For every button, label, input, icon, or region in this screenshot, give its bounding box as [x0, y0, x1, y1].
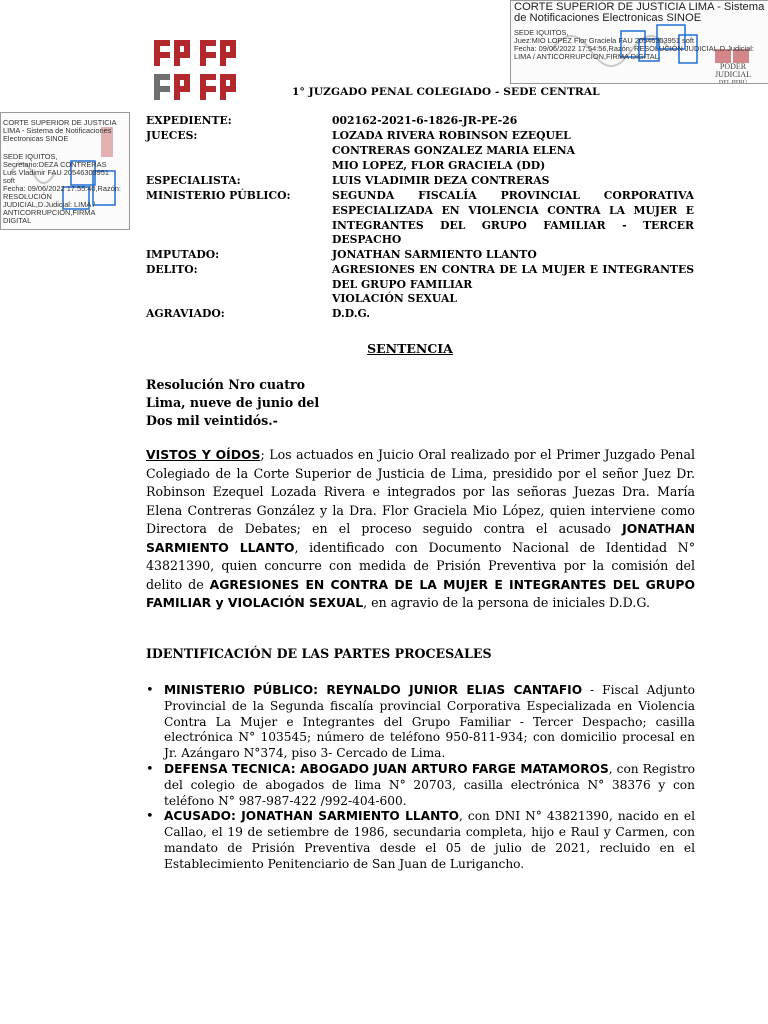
resolution-line: Resolución Nro cuatro: [146, 377, 306, 392]
field-value-especialista: LUIS VLADIMIR DEZA CONTRERAS: [332, 174, 550, 187]
resolution-line: Lima, nueve de junio del: [146, 395, 320, 410]
stamp-left-line: Electronicas SINOE: [3, 134, 69, 143]
bullet-icon: •: [146, 809, 154, 825]
brand-line-2: DEL PERÚ: [718, 80, 748, 84]
document-title: SENTENCIA: [367, 341, 453, 356]
list-item: [146, 683, 695, 762]
vistos-text: ; Los actuados en Juicio Oral realizado por el Primer Juzgado Penal Colegiado de la Corte Superior de Justicia de Lima, presidido por el señor Juez Dr. Robinson Ezequel Lozada Rivera e integrados por las señoras Juezas Dra. María Elena Contreras González y la Dra. Flor Graciela Mio López, quien interviene como Directora de Debates; en el proceso seguido contra el acusado: [146, 447, 695, 536]
stamp-right-brand: [703, 51, 763, 84]
field-label-expediente: EXPEDIENTE:: [146, 114, 232, 127]
crime-name: AGRESIONES EN CONTRA DE LA MUJER E INTEGRANTES DEL GRUPO FAMILIAR y VIOLACIÓN SEXUAL: [146, 576, 695, 610]
party-details: - Fiscal Adjunto Provincial de la Segunda fiscalía provincial Corporativa Especializada en Violencia Contra La Mujer e Integrantes del Grupo Familiar - Tercer Despacho; casilla electrónica N° 103545; número de teléfono 950-811-934; con domicilio procesal en Jr. Azángaro N°374, piso 3- Cercado de Lima.: [164, 683, 695, 761]
party-name: DEFENSA TECNICA: ABOGADO JUAN ARTURO FARGE MATAMOROS: [164, 761, 609, 776]
field-value-imputado: JONATHAN SARMIENTO LLANTO: [332, 248, 537, 261]
digital-signature-stamp-judge: [510, 0, 768, 84]
party-name: ACUSADO: JONATHAN SARMIENTO LLANTO: [164, 809, 459, 824]
stamp-right-line: Fecha: 09/06/2022 17:54:56,Razón: RESOLUCIÓN JUDICIAL,D.Judicial:: [514, 44, 754, 53]
field-value-ministerio-publico: SEGUNDA FISCALÍA PROVINCIAL CORPORATIVA ESPECIALIZADA EN VIOLENCIA CONTRA LA MUJER E INTEGRANTES DEL GRUPO FAMILIAR - TERCER DESPACHO: [332, 189, 694, 247]
digital-signature-stamp-secretary: [0, 112, 130, 230]
parties-list: [146, 683, 695, 873]
court-title: 1° JUZGADO PENAL COLEGIADO - SEDE CENTRAL: [292, 86, 600, 98]
party-details: , con DNI N° 43821390, nacido en el Callao, el 19 de setiembre de 1986, secundaria completa, hijo e Raul y Carmen, con mandato de Prisión Preventiva desde el 05 de julio de 2021, recluido en el Establecimiento Penitenciario de San Juan de Lurigancho.: [164, 809, 695, 871]
stamp-left-line: Secretario:DEZA CONTRERAS: [3, 160, 107, 169]
field-value-agraviado: D.D.G.: [332, 307, 371, 320]
stamp-left-line: Fecha: 09/06/2022 17:55:40,Razón:: [3, 184, 121, 193]
field-label-jueces: JUECES:: [146, 129, 198, 142]
field-value-juez-1: LOZADA RIVERA ROBINSON EZEQUEL: [332, 129, 571, 142]
field-label-especialista: ESPECIALISTA:: [146, 174, 241, 187]
resolution-block: [146, 376, 319, 430]
stamp-left-line: LIMA - Sistema de Notificaciones: [3, 126, 112, 135]
field-label-delito: DELITO:: [146, 263, 198, 276]
list-item: [146, 809, 695, 872]
stamp-right-line: LIMA / ANTICORRUPCION,FIRMA DIGITAL: [514, 52, 659, 61]
stamp-left-line: soft: [3, 176, 15, 185]
field-value-expediente: 002162-2021-6-1826-JR-PE-26: [332, 114, 518, 127]
resolution-line: Dos mil veintidós.-: [146, 413, 278, 428]
stamp-right-title: CORTE SUPERIOR DE JUSTICIA LIMA - Sistema de Notificaciones Electronicas SINOE: [514, 1, 765, 24]
list-item: [146, 762, 695, 809]
field-value-delito-1: AGRESIONES EN CONTRA DE LA MUJER E INTEGRANTES DEL GRUPO FAMILIAR: [332, 263, 694, 291]
stamp-right-line: SEDE IQUITOS,: [514, 28, 569, 37]
vistos-text: , en agravio de la persona de iniciales D.D.G.: [363, 595, 650, 610]
vistos-text: , identificado con Documento Nacional de Identidad N° 43821390, quien concurre con medida de Prisión Preventiva por la comisión del delito de: [146, 539, 695, 592]
bullet-icon: •: [146, 683, 154, 698]
stamp-left-line: CORTE SUPERIOR DE JUSTICIA: [3, 118, 117, 127]
bullet-icon: •: [146, 761, 154, 777]
party-name: MINISTERIO PÚBLICO: REYNALDO JUNIOR ELIAS CANTAFIO: [164, 683, 583, 697]
vistos-lead: VISTOS Y OÍDOS: [146, 447, 261, 462]
party-details: , con Registro del colegio de abogados de lima N° 20703, casilla electrónica N° 38376 y con teléfono N° 987-987-422 /992-404-600.: [164, 761, 696, 808]
poder-judicial-logo: [148, 32, 244, 112]
stamp-left-line: ANTICORRUPCION,FIRMA: [3, 208, 96, 217]
field-value-juez-3: MIO LOPEZ, FLOR GRACIELA (DD): [332, 159, 546, 172]
brand-line-1: PODER JUDICIAL: [715, 62, 751, 79]
vistos-paragraph: [146, 446, 695, 613]
stamp-left-line: SEDE IQUITOS,: [3, 152, 58, 161]
accused-name: JONATHAN SARMIENTO LLANTO: [146, 521, 695, 555]
field-label-agraviado: AGRAVIADO:: [146, 307, 225, 320]
field-value-delito-2: VIOLACIÓN SEXUAL: [332, 292, 457, 305]
field-label-ministerio-publico: MINISTERIO PÚBLICO:: [146, 189, 291, 202]
field-value-juez-2: CONTRERAS GONZALEZ MARIA ELENA: [332, 144, 576, 157]
section-heading: IDENTIFICACIÓN DE LAS PARTES PROCESALES: [146, 646, 492, 661]
field-label-imputado: IMPUTADO:: [146, 248, 220, 261]
stamp-left-line: RESOLUCIÓN: [3, 192, 52, 201]
stamp-left-line: JUDICIAL,D.Judicial: LIMA /: [3, 200, 95, 209]
stamp-left-line: Luis Vladimir FAU 20546303951: [3, 168, 109, 177]
stamp-left-line: DIGITAL: [3, 216, 32, 225]
stamp-right-line: Juez:MIO LOPEZ Flor Graciela FAU 20546303951 soft: [514, 36, 694, 45]
